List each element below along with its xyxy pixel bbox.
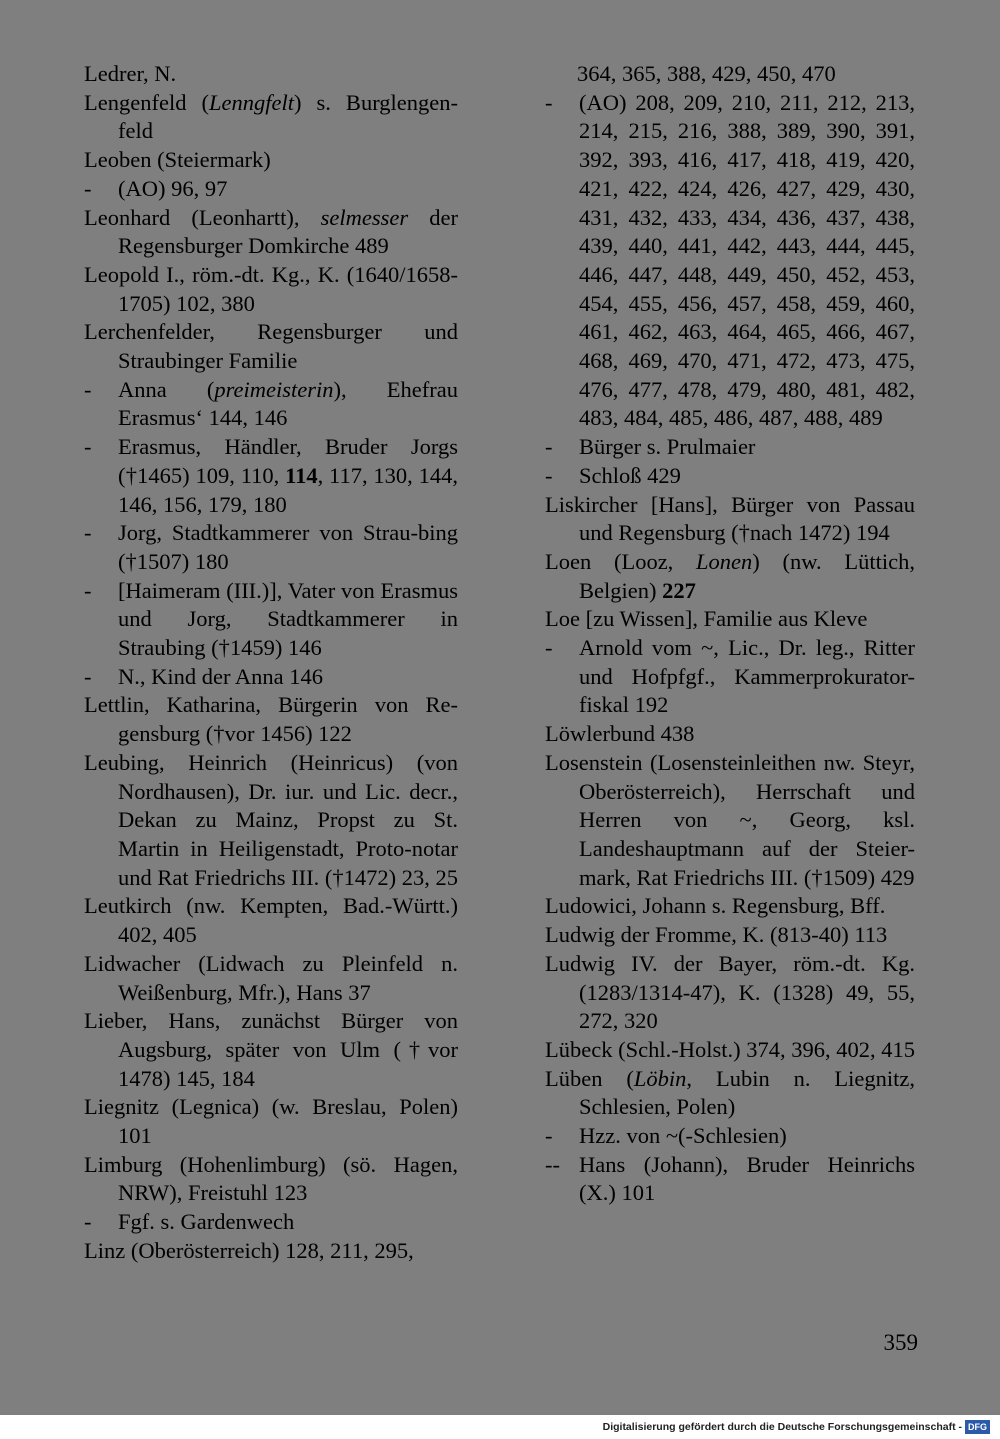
index-entry: Linz (Oberösterreich) 128, 211, 295, bbox=[84, 1237, 414, 1263]
index-entry: - Fgf. s. Gardenwech bbox=[84, 1209, 295, 1235]
index-entry: Lieber, Hans, zunächst Bürger von Augsburg, später von Ulm (†vor 1478) 145, 184 bbox=[84, 1008, 458, 1091]
index-entry: - Bürger s. Prulmaier bbox=[545, 434, 756, 460]
page-number: 359 bbox=[883, 1330, 918, 1355]
index-entry: Losenstein (Losensteinleithen nw. Steyr, Oberösterreich), Herrschaft und Herren von ~, Georg, ksl. Landeshauptmann auf der Steier-mark, Rat Friedrichs III. (†1509) 429 bbox=[545, 749, 915, 890]
index-entry: Leutkirch (nw. Kempten, Bad.-Württ.) 402, 405 bbox=[84, 893, 458, 948]
index-entry: Ludwig IV. der Bayer, röm.-dt. Kg. (1283/1314-47), K. (1328) 49, 55, 272, 320 bbox=[545, 950, 915, 1034]
index-entry: - (AO) 208, 209, 210, 211, 212, 213, 214, 215, 216, 388, 389, 390, 391, 392, 393, 416, 417, 418, 419, 420, 421, 422, 424, 426, 427, 429, 430, 431, 432, 433, 434, 436, 437, 438, 439, 440, 441, 442, 443, 444, 445, 446, 447, 448, 449, 450, 452, 453, 454, 455, 456, 457, 458, 459, 460, 461, 462, 463, 464, 465, 466, 467, 468, 469, 470, 471, 472, 473, 475, 476, 477, 478, 479, 480, 481, 482, 483, 484, 485, 486, 487, 488, 489 bbox=[545, 89, 915, 431]
index-entry: Liegnitz (Legnica) (w. Breslau, Polen) 101 bbox=[84, 1094, 458, 1149]
index-entry: Liskircher [Hans], Bürger von Passau und Regensburg (†nach 1472) 194 bbox=[545, 491, 915, 546]
index-entry: Lidwacher (Lidwach zu Pleinfeld n. Weißenburg, Mfr.), Hans 37 bbox=[84, 950, 458, 1005]
left-column bbox=[84, 60, 458, 1266]
footer-text: Digitalisierung gefördert durch die Deutsche Forschungsgemeinschaft - bbox=[602, 1421, 962, 1433]
index-entry: Limburg (Hohenlimburg) (sö. Hagen, NRW), Freistuhl 123 bbox=[84, 1151, 458, 1206]
right-column bbox=[545, 60, 915, 1208]
index-entry: 364, 365, 388, 429, 450, 470 bbox=[577, 61, 836, 86]
index-entry: Ledrer, N. bbox=[84, 61, 177, 86]
index-entry: Lettlin, Katharina, Bürgerin von Re-gensburg (†vor 1456) 122 bbox=[84, 692, 458, 747]
index-entry: Leopold I., röm.-dt. Kg., K. (1640/1658-1705) 102, 380 bbox=[84, 261, 458, 316]
index-entry: Lerchenfelder, Regensburger und Straubinger Familie bbox=[84, 319, 458, 374]
index-entry: - Jorg, Stadtkammerer von Strau-bing (†1507) 180 bbox=[84, 520, 458, 574]
index-entry: - N., Kind der Anna 146 bbox=[84, 663, 323, 689]
index-entry: - [Haimeram (III.)], Vater von Erasmus und Jorg, Stadtkammerer in Straubing (†1459) 146 bbox=[84, 577, 458, 661]
index-entry: - Arnold vom ~, Lic., Dr. leg., Ritter und Hofpfgf., Kammerprokurator-fiskal 192 bbox=[545, 635, 915, 718]
index-entry: Lengenfeld (Lenngfelt) s. Burglengen-feld bbox=[84, 89, 458, 144]
index-entry: - Hzz. von ~(-Schlesien) bbox=[545, 1123, 787, 1149]
dfg-logo: DFG bbox=[965, 1420, 990, 1434]
index-entry: Leonhard (Leonhartt), selmesser der Regensburger Domkirche 489 bbox=[84, 204, 458, 259]
index-entry: Leoben (Steiermark) bbox=[84, 147, 271, 173]
index-entry: - Anna (preimeisterin), Ehefrau Erasmus‘ 144, 146 bbox=[84, 376, 458, 431]
index-entry: - (AO) 96, 97 bbox=[84, 175, 228, 201]
index-entry: Loe [zu Wissen], Familie aus Kleve bbox=[545, 606, 868, 632]
index-entry: Ludwig der Fromme, K. (813-40) 113 bbox=[545, 922, 888, 948]
index-entry: -- Hans (Johann), Bruder Heinrichs (X.) 101 bbox=[545, 1151, 915, 1206]
index-entry: Löwlerbund 438 bbox=[545, 721, 695, 747]
index-entry: - Schloß 429 bbox=[545, 462, 681, 488]
index-entry: - Erasmus, Händler, Bruder Jorgs (†1465) 109, 110, 114, 117, 130, 144, 146, 156, 179, 180 bbox=[84, 434, 458, 517]
index-entry: Lüben (Löbin, Lubin n. Liegnitz, Schlesien, Polen) bbox=[545, 1065, 915, 1120]
index-entry: Loen (Looz, Lonen) (nw. Lüttich, Belgien) 227 bbox=[545, 548, 915, 603]
index-entry: Ludowici, Johann s. Regensburg, Bff. bbox=[545, 893, 886, 919]
index-entry: Leubing, Heinrich (Heinricus) (von Nordhausen), Dr. iur. und Lic. decr., Dekan zu Mainz, Propst zu St. Martin in Heiligenstadt, Proto-notar und Rat Friedrichs III. (†1472) 23, 25 bbox=[84, 749, 458, 890]
index-entry: Lübeck (Schl.-Holst.) 374, 396, 402, 415 bbox=[545, 1036, 915, 1062]
footer bbox=[0, 1415, 1000, 1439]
